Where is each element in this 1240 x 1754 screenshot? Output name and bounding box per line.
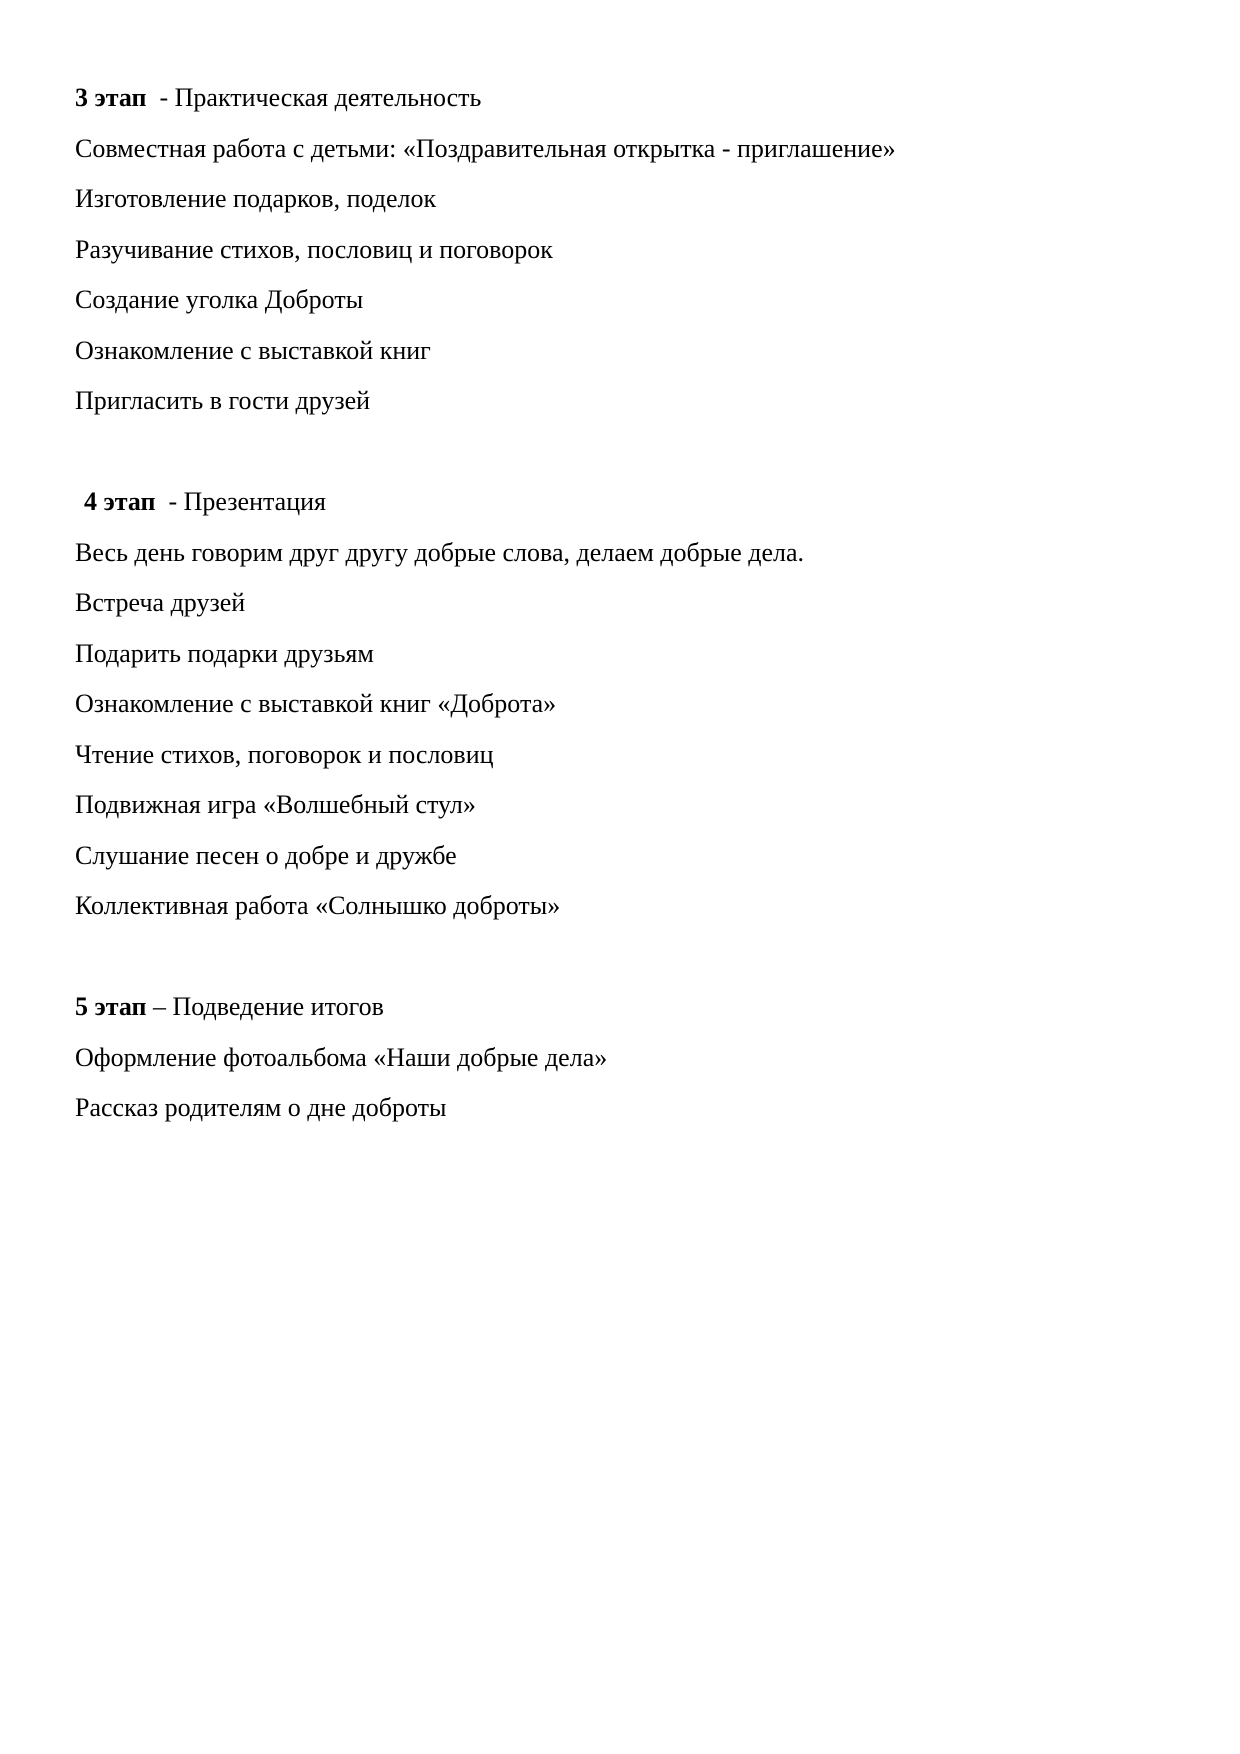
document-page xyxy=(75,73,1180,1134)
stage-3-separator: - xyxy=(146,83,175,112)
stage-4-item: Подарить подарки друзьям xyxy=(75,638,374,668)
stage-3-section xyxy=(75,73,1180,427)
stage-3-item: Совместная работа с детьми: «Поздравительная открытка - приглашение» xyxy=(75,133,896,163)
stage-5-section xyxy=(75,982,1180,1134)
stage-4-item: Коллективная работа «Солнышко доброты» xyxy=(75,891,561,920)
stage-3-item: Ознакомление с выставкой книг xyxy=(75,335,431,365)
stage-5-item: Рассказ родителям о дне доброты xyxy=(75,1093,447,1122)
stage-3-title: Практическая деятельность xyxy=(174,83,482,112)
stage-4-title: Презентация xyxy=(183,487,327,516)
stage-4-item: Чтение стихов, поговорок и пословиц xyxy=(75,739,494,769)
stage-3-heading xyxy=(75,73,1180,124)
stage-5-item: Оформление фотоальбома «Наши добрые дела» xyxy=(75,1042,608,1072)
paragraph-spacer xyxy=(75,427,1180,478)
stage-4-label: 4 этап xyxy=(84,487,156,516)
stage-5-title: Подведение итогов xyxy=(172,992,384,1021)
stage-3-item: Пригласить в гости друзей xyxy=(75,386,371,415)
stage-5-separator: – xyxy=(146,992,173,1021)
stage-3-item: Разучивание стихов, пословиц и поговорок xyxy=(75,234,553,264)
stage-4-item: Слушание песен о добре и дружбе xyxy=(75,840,457,870)
stage-4-separator: - xyxy=(155,487,184,516)
stage-5-label: 5 этап xyxy=(75,992,147,1021)
stage-4-item: Весь день говорим друг другу добрые слова, делаем добрые дела. xyxy=(75,537,805,567)
paragraph-spacer xyxy=(75,932,1180,983)
stage-4-section xyxy=(75,477,1180,932)
stage-3-label: 3 этап xyxy=(75,83,147,112)
stage-3-item: Создание уголка Доброты xyxy=(75,285,364,314)
stage-4-item: Встреча друзей xyxy=(75,588,246,617)
stage-3-item: Изготовление подарков, поделок xyxy=(75,184,437,213)
stage-5-heading xyxy=(75,982,1180,1033)
stage-4-item: Ознакомление с выставкой книг «Доброта» xyxy=(75,689,557,718)
stage-4-heading xyxy=(75,477,1180,528)
stage-4-item: Подвижная игра «Волшебный стул» xyxy=(75,790,476,819)
